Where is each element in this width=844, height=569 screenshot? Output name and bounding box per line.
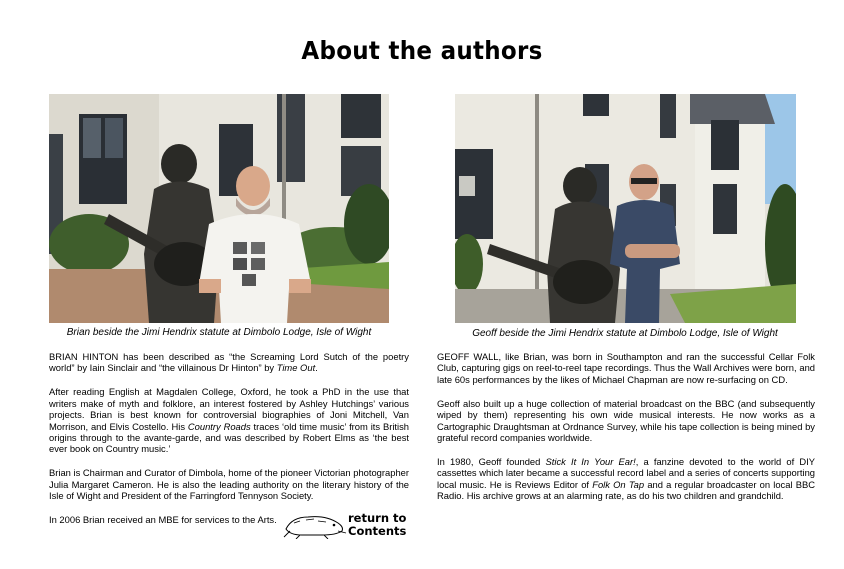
geoff-bio-text: In 1980, Geoff founded — [437, 455, 546, 467]
geoff-bio-text: and a regular broadcaster on local BBC Radio. His archive grows at an alarming rate, as do his two children and grandchild. — [437, 478, 816, 502]
brian-photo — [49, 94, 389, 323]
hand-drawn-animal-icon — [282, 511, 348, 539]
brian-bio-paragraph-2 — [49, 386, 409, 454]
geoff-bio-paragraph-2: Geoff also built up a huge collection of material broadcast on the BBC (and subsequently wiped by them) representing his own wide musical interests. He now works as a Cartographic Draughtsman at Ordnance Survey, while his tape collection is being mined by grateful record companies worldwide. — [437, 397, 815, 443]
brian-bio-text: . — [315, 362, 318, 374]
return-label-line2[interactable]: Contents — [348, 524, 407, 538]
geoff-bio-text: , a fanzine devoted to the world of DIY cassettes which later became a successful record label and a series of concerts supporting local music. He is Reviews Editor of — [437, 455, 815, 490]
brian-bio-text: BRIAN HINTON has been described as “the Screaming Lord Sutch of the poetry world” by Iain Sinclair and “the villainous Dr Hinton” by — [49, 351, 409, 374]
return-to-contents-link[interactable] — [282, 509, 412, 541]
brian-bio-emphasis: Country Roads — [187, 420, 251, 432]
brian-bio-paragraph-4: In 2006 Brian received an MBE for services to the Arts. — [49, 513, 277, 525]
geoff-bio-paragraph-1: GEOFF WALL, like Brian, was born in Southampton and ran the successful Cellar Folk Club, capturing gigs on reel-to-reel tape recordings. Thus the Wall Archives were born, and late 60s performances by the likes of Michael Chapman are now re-surfacing on CD. — [437, 351, 815, 385]
geoff-bio-emphasis: Stick It In Your Ear! — [545, 455, 636, 467]
return-to-contents-label[interactable] — [348, 512, 406, 538]
geoff-bio-paragraph-3 — [437, 456, 815, 502]
brian-bio-emphasis: Time Out — [276, 362, 316, 374]
geoff-photo-caption: Geoff beside the Jimi Hendrix statute at Dimbolo Lodge, Isle of Wight — [472, 328, 778, 339]
geoff-bio-emphasis: Folk On Tap — [592, 478, 645, 490]
return-label-line1[interactable]: return to — [348, 511, 407, 525]
geoff-photo — [455, 94, 796, 323]
brian-bio-paragraph-1 — [49, 351, 409, 374]
brian-photo-caption: Brian beside the Jimi Hendrix statute at Dimbolo Lodge, Isle of Wight — [66, 327, 372, 338]
geoff-bio — [437, 351, 815, 514]
brian-bio-paragraph-3: Brian is Chairman and Curator of Dimbola, home of the pioneer Victorian photographer Julia Margaret Cameron. He is also the leading authority on the literary history of the Isle of Wight and President of the Farringford Tennyson Society. — [49, 467, 409, 502]
brian-bio-text: After reading English at Magdalen College, Oxford, he took a PhD in the use that writers make of myth and folklore, an interest fostered by Ashley Hutchings’ various projects. Brian is best known for controversial biographies of Joni Mitchell, Van Morrison, and Elvis Costello. His — [49, 386, 409, 432]
page-title: About the authors — [301, 36, 543, 65]
brian-bio-text: traces ‘old time music’ from its British origins through to the avante-garde, and was described by Robert Elms as ‘the best ever book on Country music.’ — [49, 420, 409, 455]
